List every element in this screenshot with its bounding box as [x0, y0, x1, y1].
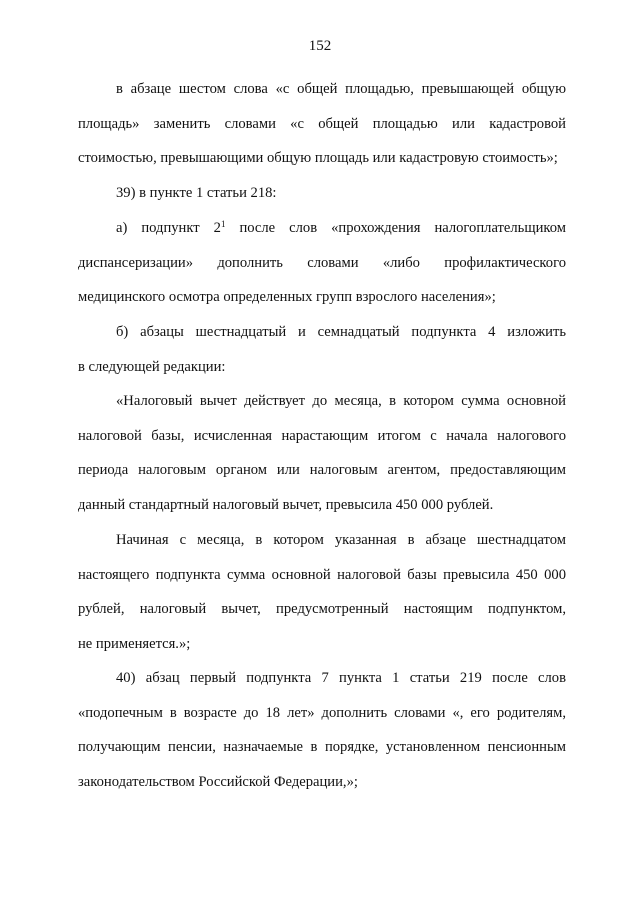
paragraph-area-amendment [78, 72, 566, 176]
text-fragment: после слов «прохождения налогоплательщиком [225, 220, 566, 236]
paragraph-subitem-a [78, 211, 566, 315]
text-line: 40) абзац первый подпункта 7 пункта 1 статьи 219 после слов [116, 670, 566, 686]
text-line: данный стандартный налоговый вычет, превысила 450 000 рублей. [78, 496, 494, 513]
text-line: налоговой базы, исчисленная нарастающим итогом с начала налогового [78, 427, 566, 444]
text-line: не применяется.»; [78, 635, 191, 652]
text-line: б) абзацы шестнадцатый и семнадцатый подпункта 4 изложить [116, 324, 566, 340]
paragraph-quote-starting [78, 523, 566, 661]
text-line: законодательством Российской Федерации,»; [78, 773, 358, 790]
text-line: в следующей редакции: [78, 358, 226, 375]
text-line: стоимостью, превышающими общую площадь или кадастровую стоимость»; [78, 150, 558, 166]
text-line: периода налоговым органом или налоговым агентом, предоставляющим [78, 462, 566, 478]
text-line: рублей, налоговый вычет, предусмотренный настоящим подпунктом, [78, 601, 566, 617]
superscript: 1 [220, 219, 226, 229]
text-line: 39) в пункте 1 статьи 218: [116, 185, 277, 201]
text-line: настоящего подпункта сумма основной налоговой базы превысила 450 000 [78, 566, 566, 583]
text-line: получающим пенсии, назначаемые в порядке, установленном пенсионным [78, 739, 566, 755]
paragraph-quote-deduction [78, 384, 566, 522]
text-line: «Налоговый вычет действует до месяца, в котором сумма основной [116, 393, 566, 409]
text-line: площадь» заменить словами «с общей площадью или кадастровой [78, 115, 566, 132]
text-line: диспансеризации» дополнить словами «либо профилактического [78, 254, 566, 271]
text-line: Начиная с месяца, в котором указанная в абзаце шестнадцатом [116, 532, 566, 548]
text-line: медицинского осмотра определенных групп взрослого населения»; [78, 289, 496, 305]
paragraph-item-39 [78, 176, 566, 211]
paragraph-item-40 [78, 661, 566, 799]
page-number: 152 [308, 38, 332, 54]
text-line: в абзаце шестом слова «с общей площадью, превышающей общую [116, 81, 566, 97]
text-line [78, 211, 566, 246]
paragraph-subitem-b [78, 315, 566, 384]
text-line: «подопечным в возрасте до 18 лет» дополнить словами «, его родителям, [78, 704, 566, 721]
text-fragment: а) подпункт 2 [116, 220, 221, 236]
